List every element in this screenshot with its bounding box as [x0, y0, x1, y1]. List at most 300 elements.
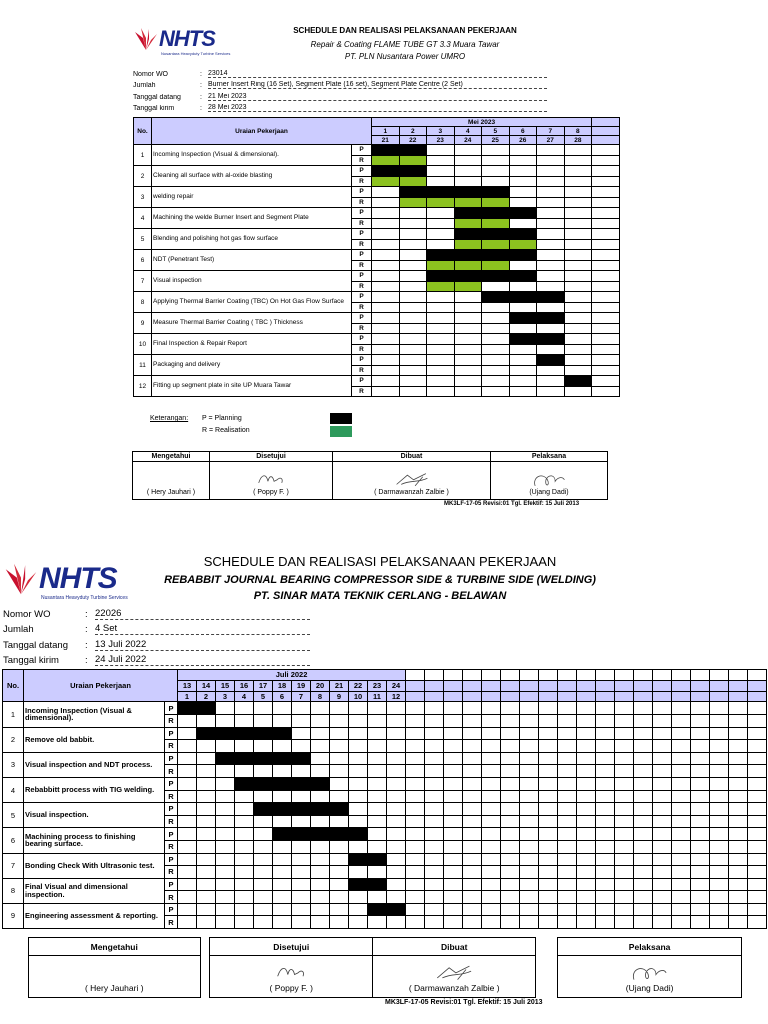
empty-cell	[482, 878, 501, 891]
empty-cell	[520, 903, 539, 916]
empty-cell	[387, 702, 406, 715]
empty-cell	[596, 702, 615, 715]
empty-cell	[615, 815, 634, 828]
empty-cell	[482, 313, 510, 324]
empty-cell	[558, 866, 577, 879]
empty-cell	[178, 891, 197, 904]
empty-cell	[427, 239, 455, 250]
sequence-header: 3	[216, 691, 235, 702]
day-header: 13	[178, 680, 197, 691]
table-row	[134, 229, 620, 240]
realisation-bar-cell	[454, 260, 482, 271]
field-value: 24 Juli 2022	[95, 654, 310, 666]
plan-label: P	[352, 145, 372, 156]
empty-cell	[387, 752, 406, 765]
empty-cell	[178, 840, 197, 853]
spacer	[536, 956, 558, 998]
empty-cell	[425, 916, 444, 929]
empty-cell	[254, 891, 273, 904]
empty-cell	[463, 803, 482, 816]
empty-cell	[691, 740, 710, 753]
empty-cell	[482, 680, 501, 691]
empty-cell	[653, 691, 672, 702]
table-row	[134, 250, 620, 261]
logo-mark-icon	[3, 561, 39, 597]
plan-bar-cell	[454, 229, 482, 240]
empty-cell	[216, 702, 235, 715]
empty-cell	[444, 670, 463, 681]
empty-cell	[596, 891, 615, 904]
empty-cell	[539, 815, 558, 828]
plan-bar-cell	[254, 777, 273, 790]
plan-bar-cell	[330, 828, 349, 841]
empty-cell	[425, 815, 444, 828]
empty-cell	[729, 714, 748, 727]
real-label: R	[352, 302, 372, 313]
empty-cell	[729, 840, 748, 853]
empty-cell	[444, 891, 463, 904]
document-subtitle: Repair & Coating FLAME TUBE GT 3.3 Muara Tawar	[310, 40, 500, 49]
empty-cell	[427, 344, 455, 355]
empty-cell	[387, 866, 406, 879]
empty-cell	[509, 166, 537, 177]
empty-cell	[748, 790, 767, 803]
empty-cell	[710, 815, 729, 828]
empty-cell	[520, 840, 539, 853]
empty-cell	[444, 714, 463, 727]
empty-cell	[482, 702, 501, 715]
plan-bar-cell	[178, 702, 197, 715]
document-company: PT. SINAR MATA TEKNIK CERLANG - BELAWAN	[253, 590, 507, 602]
empty-cell	[691, 670, 710, 681]
empty-cell	[592, 145, 620, 156]
day-header: 23	[427, 136, 455, 145]
sequence-header: 2	[399, 127, 427, 136]
empty-cell	[178, 815, 197, 828]
empty-cell	[672, 803, 691, 816]
empty-cell	[178, 903, 197, 916]
empty-cell	[539, 752, 558, 765]
empty-cell	[216, 840, 235, 853]
empty-cell	[387, 878, 406, 891]
empty-cell	[748, 765, 767, 778]
empty-cell	[387, 840, 406, 853]
empty-cell	[482, 903, 501, 916]
empty-cell	[501, 903, 520, 916]
empty-cell	[482, 727, 501, 740]
empty-cell	[592, 302, 620, 313]
day-header: 27	[537, 136, 565, 145]
empty-cell	[482, 840, 501, 853]
table-row	[3, 752, 767, 765]
sequence-header: 4	[454, 127, 482, 136]
empty-cell	[615, 777, 634, 790]
empty-cell	[197, 878, 216, 891]
empty-cell	[387, 828, 406, 841]
empty-cell	[427, 155, 455, 166]
empty-cell	[387, 714, 406, 727]
empty-cell	[399, 239, 427, 250]
empty-cell	[387, 891, 406, 904]
empty-cell	[425, 765, 444, 778]
empty-cell	[729, 815, 748, 828]
empty-cell	[558, 680, 577, 691]
plan-bar-cell	[197, 702, 216, 715]
task-name: Visual inspection	[152, 271, 352, 292]
empty-cell	[748, 740, 767, 753]
empty-cell	[197, 740, 216, 753]
plan-bar-cell	[311, 803, 330, 816]
empty-cell	[406, 702, 425, 715]
signature-role: Pelaksana	[491, 452, 608, 462]
real-label: R	[352, 176, 372, 187]
empty-cell	[592, 250, 620, 261]
empty-cell	[454, 344, 482, 355]
legend-realisation: R = Realisation	[202, 427, 250, 434]
plan-bar-cell	[509, 271, 537, 282]
empty-cell	[254, 916, 273, 929]
empty-cell	[520, 853, 539, 866]
field-colon: :	[85, 639, 88, 651]
empty-cell	[501, 691, 520, 702]
empty-cell	[596, 840, 615, 853]
empty-cell	[482, 714, 501, 727]
logo-text: NHTS	[159, 26, 215, 51]
plan-bar-cell	[292, 803, 311, 816]
empty-cell	[425, 702, 444, 715]
empty-cell	[330, 840, 349, 853]
task-number: 9	[134, 313, 152, 334]
empty-cell	[558, 815, 577, 828]
empty-cell	[311, 727, 330, 740]
empty-cell	[558, 916, 577, 929]
empty-cell	[254, 840, 273, 853]
plan-bar-cell	[254, 752, 273, 765]
empty-cell	[729, 740, 748, 753]
empty-cell	[273, 815, 292, 828]
empty-cell	[592, 239, 620, 250]
empty-cell	[444, 727, 463, 740]
empty-cell	[349, 803, 368, 816]
empty-cell	[577, 740, 596, 753]
plan-bar-cell	[273, 727, 292, 740]
empty-cell	[592, 127, 620, 136]
empty-cell	[615, 891, 634, 904]
table-row	[134, 187, 620, 198]
empty-cell	[501, 878, 520, 891]
empty-cell	[330, 765, 349, 778]
plan-bar-cell	[427, 271, 455, 282]
empty-cell	[615, 740, 634, 753]
empty-cell	[509, 302, 537, 313]
empty-cell	[748, 752, 767, 765]
empty-cell	[454, 365, 482, 376]
empty-cell	[482, 355, 510, 366]
empty-cell	[368, 828, 387, 841]
plan-bar-cell	[372, 166, 400, 177]
empty-cell	[691, 752, 710, 765]
empty-cell	[564, 250, 592, 261]
empty-cell	[558, 670, 577, 681]
empty-cell	[537, 197, 565, 208]
empty-cell	[558, 853, 577, 866]
real-label: R	[165, 790, 178, 803]
empty-cell	[372, 386, 400, 397]
plan-label: P	[165, 828, 178, 841]
schedule-table	[133, 117, 620, 397]
empty-cell	[592, 365, 620, 376]
day-header: 24	[454, 136, 482, 145]
empty-cell	[592, 323, 620, 334]
empty-cell	[427, 292, 455, 303]
empty-cell	[577, 702, 596, 715]
empty-cell	[710, 803, 729, 816]
signature-box	[491, 462, 608, 500]
empty-cell	[273, 840, 292, 853]
empty-cell	[558, 790, 577, 803]
empty-cell	[748, 891, 767, 904]
plan-label: P	[165, 853, 178, 866]
empty-cell	[273, 878, 292, 891]
empty-cell	[537, 271, 565, 282]
empty-cell	[634, 680, 653, 691]
empty-cell	[596, 691, 615, 702]
empty-cell	[406, 878, 425, 891]
empty-cell	[691, 765, 710, 778]
empty-cell	[482, 302, 510, 313]
empty-cell	[425, 903, 444, 916]
empty-cell	[653, 903, 672, 916]
empty-cell	[653, 803, 672, 816]
task-name: Machining process to finishing bearing surface.	[24, 828, 165, 853]
empty-cell	[216, 853, 235, 866]
empty-cell	[691, 840, 710, 853]
empty-cell	[729, 891, 748, 904]
empty-cell	[509, 365, 537, 376]
task-header: Uraian Pekerjaan	[24, 670, 178, 702]
empty-cell	[596, 828, 615, 841]
empty-cell	[537, 250, 565, 261]
task-name: Incoming Inspection (Visual & dimensional).	[24, 702, 165, 727]
empty-cell	[368, 803, 387, 816]
spacer	[200, 938, 210, 956]
plan-label: P	[352, 292, 372, 303]
empty-cell	[349, 777, 368, 790]
empty-cell	[653, 866, 672, 879]
table-row	[3, 727, 767, 740]
table-row	[134, 271, 620, 282]
no-header: No.	[134, 118, 152, 145]
realisation-bar-cell	[454, 218, 482, 229]
empty-cell	[330, 752, 349, 765]
empty-cell	[691, 702, 710, 715]
empty-cell	[537, 155, 565, 166]
empty-cell	[615, 903, 634, 916]
empty-cell	[509, 176, 537, 187]
empty-cell	[216, 828, 235, 841]
empty-cell	[564, 292, 592, 303]
empty-cell	[406, 866, 425, 879]
empty-cell	[729, 916, 748, 929]
empty-cell	[311, 903, 330, 916]
table-row	[3, 853, 767, 866]
realisation-bar-cell	[399, 155, 427, 166]
plan-label: P	[352, 208, 372, 219]
empty-cell	[653, 878, 672, 891]
empty-cell	[178, 777, 197, 790]
empty-cell	[330, 878, 349, 891]
signature-role: Dibuat	[373, 938, 536, 956]
empty-cell	[710, 828, 729, 841]
empty-cell	[537, 145, 565, 156]
plan-bar-cell	[292, 777, 311, 790]
task-number: 4	[134, 208, 152, 229]
realisation-bar-cell	[482, 218, 510, 229]
empty-cell	[509, 386, 537, 397]
empty-cell	[710, 702, 729, 715]
empty-cell	[509, 344, 537, 355]
empty-cell	[482, 853, 501, 866]
signatory-name: (Ujang Dadi)	[625, 983, 674, 993]
empty-cell	[273, 903, 292, 916]
empty-cell	[596, 790, 615, 803]
empty-cell	[427, 313, 455, 324]
empty-cell	[368, 866, 387, 879]
empty-cell	[482, 145, 510, 156]
empty-cell	[330, 916, 349, 929]
empty-cell	[596, 815, 615, 828]
signature-table	[28, 937, 742, 998]
task-number: 5	[3, 803, 24, 828]
empty-cell	[509, 355, 537, 366]
empty-cell	[399, 355, 427, 366]
empty-cell	[509, 376, 537, 387]
empty-cell	[558, 891, 577, 904]
empty-cell	[387, 815, 406, 828]
table-row	[134, 208, 620, 219]
empty-cell	[197, 903, 216, 916]
empty-cell	[710, 777, 729, 790]
task-number: 7	[3, 853, 24, 878]
empty-cell	[729, 727, 748, 740]
plan-bar-cell	[482, 208, 510, 219]
empty-cell	[672, 765, 691, 778]
empty-cell	[482, 670, 501, 681]
empty-cell	[399, 208, 427, 219]
plan-bar-cell	[537, 313, 565, 324]
plan-label: P	[165, 752, 178, 765]
empty-cell	[444, 803, 463, 816]
field-colon: :	[200, 82, 202, 89]
empty-cell	[463, 853, 482, 866]
empty-cell	[615, 680, 634, 691]
empty-cell	[178, 790, 197, 803]
day-header: 20	[311, 680, 330, 691]
empty-cell	[592, 271, 620, 282]
signature-mark	[430, 961, 478, 983]
realisation-bar-cell	[482, 260, 510, 271]
empty-cell	[372, 355, 400, 366]
empty-cell	[482, 281, 510, 292]
empty-cell	[444, 691, 463, 702]
empty-cell	[537, 281, 565, 292]
table-row	[134, 166, 620, 177]
task-name: Final Visual and dimensional inspection.	[24, 878, 165, 903]
signature-mark	[249, 469, 293, 489]
empty-cell	[425, 828, 444, 841]
empty-cell	[520, 815, 539, 828]
empty-cell	[509, 218, 537, 229]
document-subtitle: REBABBIT JOURNAL BEARING COMPRESSOR SIDE & TURBINE SIDE (WELDING)	[164, 574, 596, 586]
empty-cell	[564, 281, 592, 292]
empty-cell	[463, 740, 482, 753]
task-number: 11	[134, 355, 152, 376]
signature-box	[133, 462, 210, 500]
empty-cell	[463, 828, 482, 841]
empty-cell	[615, 828, 634, 841]
plan-bar-cell	[330, 803, 349, 816]
table-row	[134, 355, 620, 366]
empty-cell	[387, 777, 406, 790]
empty-cell	[634, 878, 653, 891]
empty-cell	[311, 866, 330, 879]
empty-cell	[653, 740, 672, 753]
empty-cell	[592, 386, 620, 397]
empty-cell	[372, 292, 400, 303]
empty-cell	[311, 765, 330, 778]
empty-cell	[592, 187, 620, 198]
nhts-logo	[133, 26, 231, 56]
legend-realisation-swatch	[330, 426, 352, 437]
real-label: R	[165, 840, 178, 853]
empty-cell	[178, 803, 197, 816]
table-row	[3, 777, 767, 790]
empty-cell	[564, 229, 592, 240]
empty-cell	[427, 229, 455, 240]
empty-cell	[729, 866, 748, 879]
empty-cell	[254, 790, 273, 803]
plan-bar-cell	[235, 777, 254, 790]
plan-bar-cell	[197, 727, 216, 740]
empty-cell	[311, 740, 330, 753]
empty-cell	[311, 790, 330, 803]
task-number: 8	[3, 878, 24, 903]
real-label: R	[352, 239, 372, 250]
empty-cell	[463, 691, 482, 702]
empty-cell	[509, 155, 537, 166]
task-number: 12	[134, 376, 152, 397]
empty-cell	[372, 334, 400, 345]
empty-cell	[292, 866, 311, 879]
empty-cell	[539, 765, 558, 778]
empty-cell	[558, 840, 577, 853]
empty-cell	[349, 903, 368, 916]
empty-cell	[387, 853, 406, 866]
empty-cell	[427, 334, 455, 345]
empty-cell	[564, 208, 592, 219]
empty-cell	[406, 691, 425, 702]
empty-cell	[577, 866, 596, 879]
field-colon: :	[85, 655, 88, 666]
empty-cell	[592, 334, 620, 345]
empty-cell	[235, 803, 254, 816]
empty-cell	[564, 302, 592, 313]
empty-cell	[292, 727, 311, 740]
empty-cell	[372, 365, 400, 376]
empty-cell	[748, 803, 767, 816]
empty-cell	[577, 790, 596, 803]
field-label: Nomor WO	[133, 70, 168, 78]
